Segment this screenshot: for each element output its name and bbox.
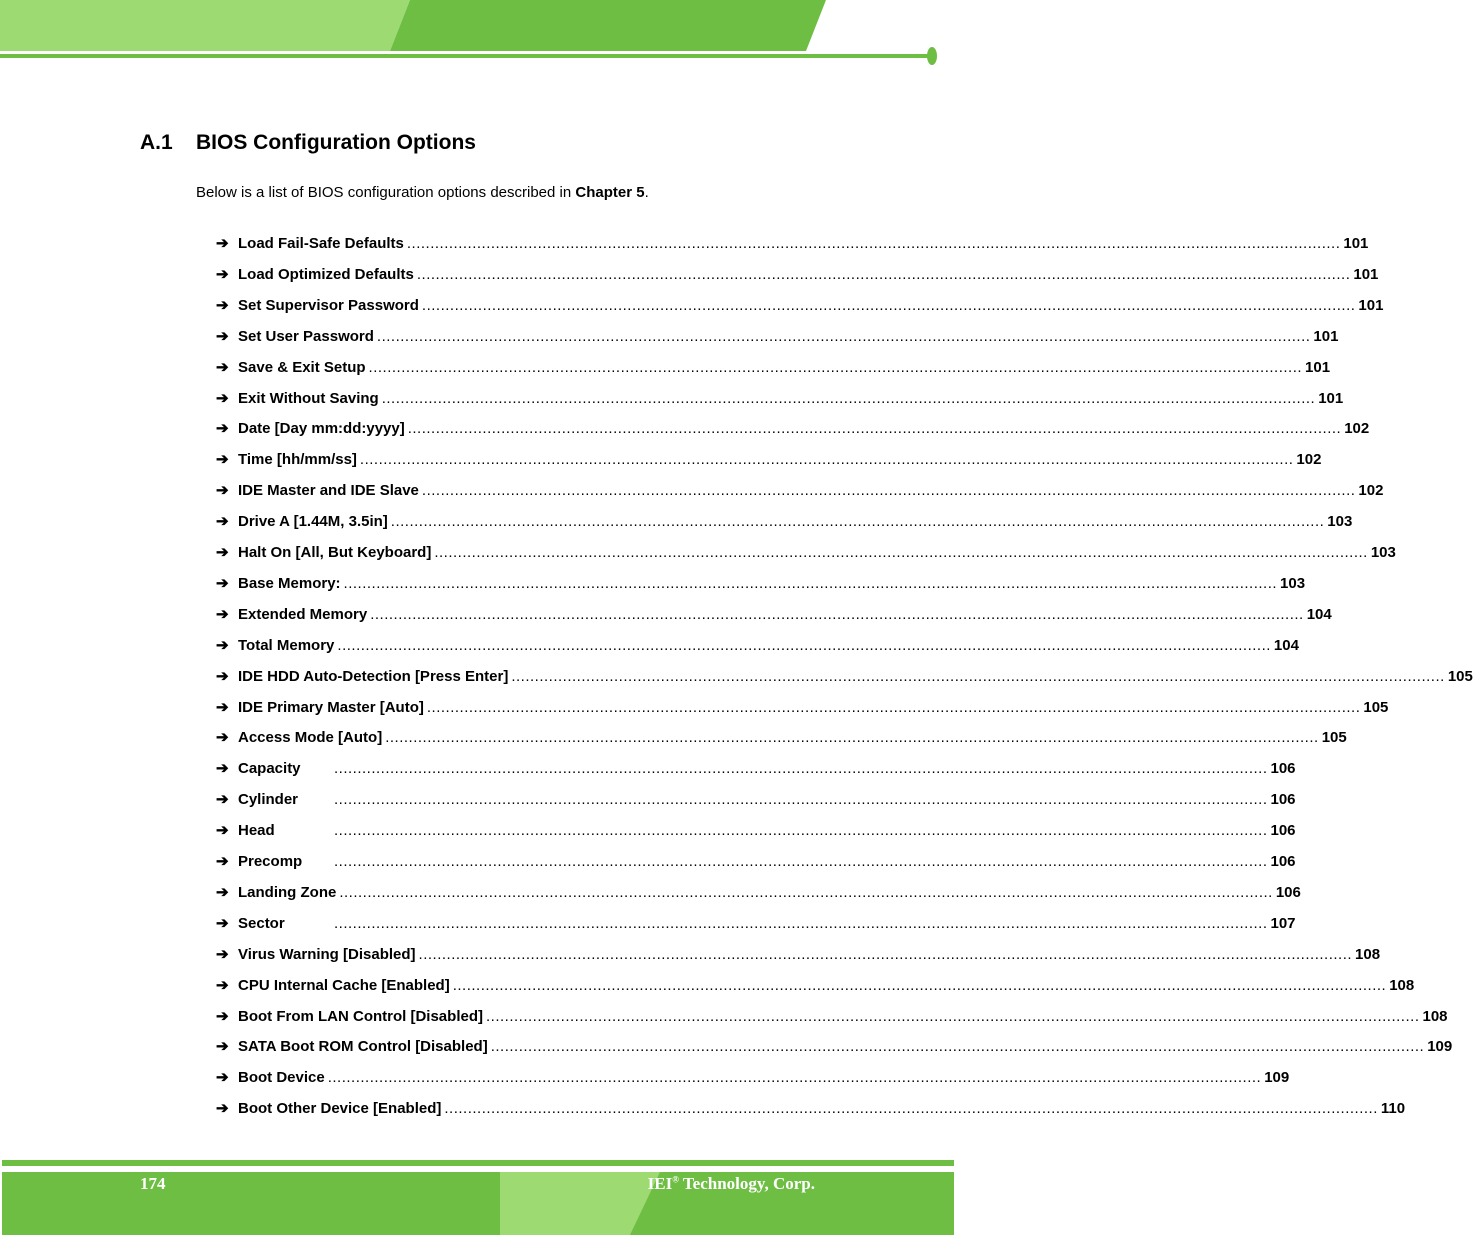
toc-item-label: Head [238,822,275,839]
toc-item-label: Cylinder [238,791,299,808]
right-arrow-icon: ➔ [216,482,229,499]
toc-dot-leader: ........................................................................................................................................................................................................ [421,482,1356,499]
toc-dot-leader: ........................................................................................................................................................................................................ [490,1038,1425,1055]
right-arrow-icon: ➔ [216,235,229,252]
toc-item [216,852,1296,872]
toc-item [216,1099,1406,1119]
toc-item-label: IDE HDD Auto-Detection [Press Enter] [238,668,509,685]
toc-item-page: 101 [1318,390,1344,407]
header-band [0,0,954,66]
toc-item [216,914,1296,934]
right-arrow-icon: ➔ [216,266,229,283]
right-arrow-icon: ➔ [216,915,229,932]
toc-item-label: CPU Internal Cache [Enabled] [238,977,450,994]
right-arrow-icon: ➔ [216,699,229,716]
toc-item-label: Halt On [All, But Keyboard] [238,544,432,561]
toc-item-page: 109 [1264,1069,1290,1086]
toc-item [216,728,1347,748]
toc-item-label: Time [hh/mm/ss] [238,451,357,468]
toc-item-label: Capacity [238,760,301,777]
toc-item-page: 102 [1296,451,1322,468]
toc-item-label: Load Fail-Safe Defaults [238,235,404,252]
toc-item [216,296,1384,316]
right-arrow-icon: ➔ [216,977,229,994]
right-arrow-icon: ➔ [216,822,229,839]
toc-item [216,821,1296,841]
toc-item-page: 104 [1306,606,1332,623]
toc-dot-leader: ........................................................................................................................................................................................................ [407,420,1342,437]
right-arrow-icon: ➔ [216,1100,229,1117]
toc-item [216,574,1306,594]
toc-item-page: 106 [1270,760,1296,777]
toc-item-page: 101 [1358,297,1384,314]
toc-item [216,790,1296,810]
toc-item-page: 101 [1305,359,1331,376]
toc-item-page: 106 [1270,853,1296,870]
right-arrow-icon: ➔ [216,1008,229,1025]
right-arrow-icon: ➔ [216,1069,229,1086]
toc-dot-leader: ........................................................................................................................................................................................................ [359,451,1294,468]
right-arrow-icon: ➔ [216,884,229,901]
toc-item [216,450,1322,470]
toc-item-label: Landing Zone [238,884,337,901]
toc-item-label: Total Memory [238,637,335,654]
toc-item-page: 101 [1343,235,1369,252]
right-arrow-icon: ➔ [216,390,229,407]
toc-item-label: Set User Password [238,328,374,345]
toc-dot-leader: ........................................................................................................................................................................................................ [434,544,1368,561]
toc-dot-leader: ........................................................................................................................................................................................................ [368,359,1303,376]
toc-item-page: 103 [1370,544,1396,561]
right-arrow-icon: ➔ [216,637,229,654]
toc-dot-leader: ........................................................................................................................................................................................................ [485,1008,1420,1025]
toc-item [216,419,1370,439]
toc-item-label: IDE Primary Master [Auto] [238,699,424,716]
toc-item-page: 105 [1447,668,1473,685]
toc-item-label: Load Optimized Defaults [238,266,414,283]
toc-item [216,265,1379,285]
toc-dot-leader: ........................................................................................................................................................................................................ [381,390,1316,407]
toc-item-label: Set Supervisor Password [238,297,419,314]
toc-item [216,1007,1448,1027]
toc-item [216,358,1331,378]
toc-dot-leader: ........................................................................................................................................................................................................ [327,1069,1262,1086]
toc-item-label: Boot Device [238,1069,325,1086]
toc-item-page: 101 [1313,328,1339,345]
toc-dot-leader: ........................................................................................................................................................................................................ [376,328,1311,345]
toc-dot-leader: ........................................................................................................................................................................................................ [426,699,1361,716]
toc-item-page: 108 [1422,1008,1448,1025]
toc-item-page: 110 [1380,1100,1406,1117]
toc-dot-leader: ........................................................................................................................................................................................................ [337,637,1271,654]
toc-item-label: Boot From LAN Control [Disabled] [238,1008,483,1025]
toc-item-page: 102 [1344,420,1370,437]
toc-item [216,481,1384,501]
toc-dot-leader: ........................................................................................................................................................................................................ [334,853,1268,870]
toc-dot-leader: ........................................................................................................................................................................................................ [421,297,1356,314]
toc-item [216,543,1396,563]
toc-item [216,327,1339,347]
toc-item-page: 103 [1280,575,1306,592]
toc-item-label: Virus Warning [Disabled] [238,946,416,963]
toc-item [216,759,1296,779]
toc-item [216,389,1344,409]
toc-item-page: 106 [1275,884,1301,901]
toc-item [216,636,1299,656]
toc-item [216,667,1473,687]
toc-item-label: Drive A [1.44M, 3.5in] [238,513,388,530]
right-arrow-icon: ➔ [216,668,229,685]
toc-item-page: 103 [1327,513,1353,530]
toc-item-page: 109 [1427,1038,1453,1055]
toc-item [216,512,1353,532]
toc-item-page: 108 [1389,977,1415,994]
right-arrow-icon: ➔ [216,297,229,314]
toc-item-page: 105 [1321,729,1347,746]
right-arrow-icon: ➔ [216,760,229,777]
toc-item-label: Base Memory: [238,575,341,592]
toc-item-page: 105 [1363,699,1389,716]
intro-text: Below is a list of BIOS configuration options described in [196,184,576,201]
toc-dot-leader: ........................................................................................................................................................................................................ [334,915,1268,932]
toc-dot-leader: ........................................................................................................................................................................................................ [452,977,1387,994]
toc-dot-leader: ........................................................................................................................................................................................................ [390,513,1325,530]
toc-item-page: 106 [1270,822,1296,839]
toc-item-label: Sector [238,915,285,932]
brand-name: IEI [647,1174,673,1193]
toc-item-page: 106 [1270,791,1296,808]
toc-item-label: SATA Boot ROM Control [Disabled] [238,1038,488,1055]
toc-item [216,945,1381,965]
toc-item [216,605,1332,625]
toc-item-page: 102 [1358,482,1384,499]
right-arrow-icon: ➔ [216,451,229,468]
toc-item-label: Date [Day mm:dd:yyyy] [238,420,405,437]
registered-mark: ® [672,1174,679,1185]
right-arrow-icon: ➔ [216,575,229,592]
right-arrow-icon: ➔ [216,328,229,345]
brand-suffix: Technology, Corp. [678,1174,815,1193]
right-arrow-icon: ➔ [216,513,229,530]
toc-item [216,234,1369,254]
right-arrow-icon: ➔ [216,420,229,437]
toc-dot-leader: ........................................................................................................................................................................................................ [339,884,1273,901]
toc-dot-leader: ........................................................................................................................................................................................................ [334,760,1268,777]
toc-dot-leader: ........................................................................................................................................................................................................ [334,822,1268,839]
section-heading [140,131,476,155]
toc-dot-leader: ........................................................................................................................................................................................................ [416,266,1351,283]
toc-item-page: 104 [1273,637,1299,654]
intro-end: . [644,184,649,201]
toc-item-label: Boot Other Device [Enabled] [238,1100,442,1117]
right-arrow-icon: ➔ [216,544,229,561]
toc-dot-leader: ........................................................................................................................................................................................................ [406,235,1341,252]
toc-item-page: 107 [1270,915,1296,932]
chapter-reference: Chapter 5 [575,184,645,201]
toc-item-page: 101 [1353,266,1379,283]
toc-item-label: Exit Without Saving [238,390,379,407]
footer-page-number: 174 [140,1174,166,1193]
toc-item [216,883,1301,903]
toc-dot-leader: ........................................................................................................................................................................................................ [385,729,1319,746]
section-number: A.1 [140,131,173,154]
section-title: BIOS Configuration Options [196,131,476,154]
toc-dot-leader: ........................................................................................................................................................................................................ [334,791,1268,808]
right-arrow-icon: ➔ [216,853,229,870]
toc-item [216,1037,1453,1057]
toc-dot-leader: ........................................................................................................................................................................................................ [418,946,1353,963]
footer-band [0,1158,954,1235]
toc-dot-leader: ........................................................................................................................................................................................................ [370,606,1304,623]
toc-item-label: Save & Exit Setup [238,359,366,376]
toc-item-label: Access Mode [Auto] [238,729,383,746]
right-arrow-icon: ➔ [216,791,229,808]
toc-item [216,976,1415,996]
toc-item-page: 108 [1355,946,1381,963]
toc-item [216,1068,1290,1088]
toc-item-label: Extended Memory [238,606,368,623]
toc-dot-leader: ........................................................................................................................................................................................................ [343,575,1278,592]
toc-dot-leader: ........................................................................................................................................................................................................ [511,668,1445,685]
toc-item-label: IDE Master and IDE Slave [238,482,419,499]
right-arrow-icon: ➔ [216,1038,229,1055]
right-arrow-icon: ➔ [216,946,229,963]
right-arrow-icon: ➔ [216,606,229,623]
intro-paragraph [196,184,649,201]
right-arrow-icon: ➔ [216,359,229,376]
right-arrow-icon: ➔ [216,729,229,746]
toc-dot-leader: ........................................................................................................................................................................................................ [444,1100,1378,1117]
toc-item-label: Precomp [238,853,303,870]
toc-item [216,698,1389,718]
footer-brand [648,1174,815,1194]
